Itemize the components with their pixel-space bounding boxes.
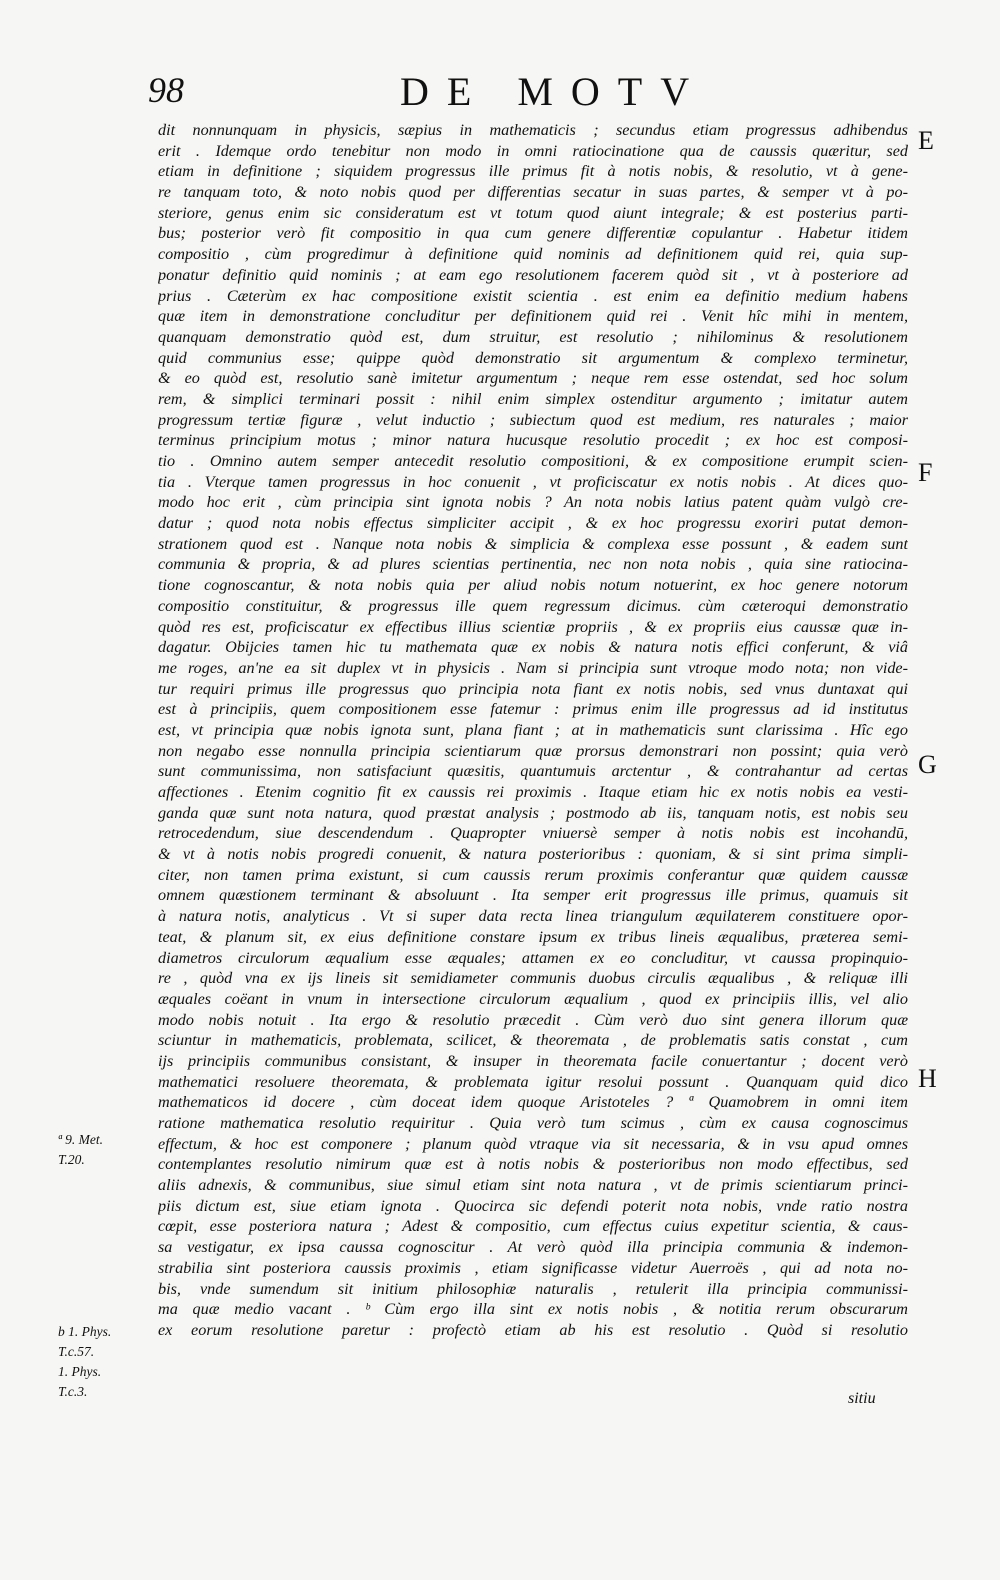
text-line: sa vestigatur, ex ipsa caussa cognoscitur . At verò quòd illa principia communia & indemon-	[158, 1238, 908, 1257]
text-line: bis, vnde sumendum sit initium philosophiæ naturalis , retulerit illa principia communissi-	[158, 1279, 908, 1298]
text-line: datur ; quod nota nobis effectus simpliciter accipit , & ex hoc progressu exoriri putat demon-	[158, 514, 908, 533]
text-line: re tanquam toto, & noto nobis quod per differentias secatur in suas partes, & semper vt à po-	[158, 183, 908, 202]
text-line: & eo quòd est, resolutio sanè imitetur argumentum ; neque rem esse ostendat, sed hoc solum	[158, 369, 908, 388]
text-line: prius . Cæterùm ex hac compositione existit scientia . est enim ea definitio medium habens	[158, 286, 908, 305]
text-line: terminus principium motus ; minor natura hucusque resolutio procedit ; ex hoc est composi-	[158, 431, 908, 450]
side-note-line: b 1. Phys.	[58, 1324, 112, 1339]
text-line: tur requiri primus ille progressus quo principia nota fiant ex notis nobis, sed vnus duntaxat qui	[158, 679, 908, 698]
side-note-b	[58, 1322, 158, 1402]
text-line: ma quæ medio vacant . ᵇ Cùm ergo illa sint ex notis nobis , & notitia rerum obscurarum	[158, 1300, 908, 1319]
text-line: sunt communissima, non satisfaciunt quæsitis, quantumuis arctentur , & contrahantur ad certas	[158, 762, 908, 781]
text-line: mathematici resoluere theoremata, & problemata igitur resolui possunt . Quanquam quid dico	[158, 1072, 908, 1091]
running-title: DE MOTV	[400, 69, 708, 114]
text-line: ponatur definitio quid nominis ; at eam ego resolutionem facerem quòd sit , vt à posteriore ad	[158, 265, 908, 284]
text-line: quanquam demonstratio quòd est, dum struitur, est resolutio ; nihilominus & resolutionem	[158, 327, 908, 346]
text-line: rem, & simplici terminari possit : nihil enim simplex ostenditur argumento ; imitatur autem	[158, 389, 908, 408]
text-line: affectiones . Etenim cognitio fit ex caussis rei proximis . Itaque etiam hic ex notis nobis ea vesti-	[158, 783, 908, 801]
text-line: à natura notis, analyticus . Vt si super data recta linea triangulum æquilaterem constituere opor-	[158, 907, 908, 926]
text-line: strationem quod est . Nanque nota nobis & simplicia & complexa esse possunt , & eadem sunt	[158, 534, 908, 553]
text-line: progressum tertiæ figuræ , velut inductio ; subiectum quod est medium, res naturales ; maior	[158, 410, 908, 429]
side-note-line: ª 9. Met.	[58, 1132, 103, 1147]
side-note-a	[58, 1130, 158, 1170]
text-line: piis dictum est, siue etiam ignota . Quocirca sic defendi poterit nota nobis, vnde ratio nostra	[158, 1196, 908, 1215]
text-line: bus; posterior verò fit compositio in qua cum genere differentiæ copulantur . Habetur itidem	[158, 224, 908, 243]
text-line: aliis adnexis, & communibus, siue simul etiam sint nota natura , vt de primis scientiarum princi-	[158, 1176, 908, 1195]
text-line: teat, & planum sit, ex eius definitione constare ipsum ex tribus lineis æqualibus, præterea semi-	[158, 927, 908, 946]
catchword: sitiu	[848, 1390, 876, 1407]
side-note-line: T.20.	[58, 1152, 85, 1167]
text-line: diametros circulorum æqualium esse æquales; attamen ex eo concluditur, vt caussa propinquio-	[158, 948, 908, 967]
page-number: 98	[148, 70, 184, 110]
text-line: citer, non tamen prima existunt, si cum caussis rerum proximis conferantur quæ quidem caussæ	[158, 865, 908, 884]
text-line: est à principiis, quem compositionem esse fatemur : primus enim ille progressus ad id institutus	[158, 700, 908, 719]
text-line: dit nonnunquam in physicis, sæpius in mathematicis ; secundus etiam progressus adhibendus	[158, 121, 908, 139]
text-line: etiam in definitione ; siquidem progressus ille primus fit à notis nobis, & resolutio, vt à gene-	[158, 162, 908, 181]
text-line: ijs principiis communibus consistant, & insuper in theoremata facile conuertantur ; docent verò	[158, 1051, 908, 1070]
side-note-line: T.c.57.	[58, 1344, 95, 1359]
text-line: re , quòd vna ex ijs lineis sit semidiameter communis duobus circulis æqualibus , & reliquæ illi	[158, 969, 908, 988]
text-line: tione cognoscantur, & nota nobis quia per aliud nobis notum notuerint, ex hoc genere notorum	[158, 576, 908, 595]
text-line: erit . Idemque ordo tenebitur non modo in omni ratiocinatione qua de caussis quæritur, sed	[158, 141, 908, 160]
text-line: steriore, genus enim sic consideratum est vt totum quod aiunt integrale; & est posterius parti-	[158, 203, 908, 222]
body-text	[158, 120, 908, 1341]
text-line: dagatur. Obijcies tamen hic tu mathemata quæ ex nobis & natura notis effici conferunt, & viâ	[158, 638, 908, 657]
text-line: æquales coëant in vnum in intersectione circulorum æqualium , quod ex principiis illis, vel alio	[158, 989, 908, 1008]
text-line: me roges, an'ne ea sit duplex vt in physicis . Nam si principia sunt vtroque modo nota; non vide-	[158, 658, 908, 677]
text-line: quòd res est, proficiscatur ex effectibus illius scientiæ propriis , & ex propriis eius caussæ quæ in-	[158, 617, 908, 636]
text-line: est, vt principia quæ nobis ignota sunt, plana fiant ; at in mathematicis sunt clarissima . Hîc ego	[158, 720, 908, 739]
margin-letter-h: H	[918, 1064, 937, 1093]
text-line: ex eorum resolutione paretur : profectò etiam ab his est resolutio . Quòd si resolutio	[158, 1320, 908, 1339]
text-line: quid communius esse; quippe quòd demonstratio sit argumentum & complexo terminetur,	[158, 348, 908, 367]
text-line: compositio constituitur, & progressus ille quem regressum dicimus. cùm cæteroqui demonstratio	[158, 596, 908, 615]
text-line: communia & propria, & ad plures scientias pertinentia, nec non nota nobis , quia sine ratiocina-	[158, 555, 908, 574]
text-line: retrocedendum, siue descendendum . Quapropter vniuersè semper à notis nobis est incohandū,	[158, 824, 908, 843]
text-line: modo hoc erit , cùm principia sint ignota nobis ? An nota nobis latius patent quàm vulgò cre-	[158, 493, 908, 512]
text-line: tio . Omnino autem semper antecedit resolutio compositioni, & ex compositione erumpit scien-	[158, 452, 908, 470]
text-line: omnem quæstionem terminant & absoluunt . Ita semper erit progressus ille primus, quamuis sit	[158, 886, 908, 905]
text-line: modo nobis notuit . Ita ergo & resolutio præcedit . Cùm verò duo sint genera illorum quæ	[158, 1010, 908, 1029]
text-line: tia . Vterque tamen progressus in hoc conuenit , vt proficiscatur ex notis nobis . At dices quo-	[158, 472, 908, 491]
margin-letter-f: F	[918, 458, 933, 487]
margin-letter-g: G	[918, 750, 937, 779]
text-line: contemplantes resolutio nimirum quæ est à notis nobis & posterioribus non modo effectibus, sed	[158, 1155, 908, 1174]
side-note-line: T.c.3.	[58, 1384, 88, 1399]
margin-letter-e: E	[918, 126, 934, 155]
text-line: quæ item in demonstratione concluditur per definitionem quid rei . Venit hîc mihi in mentem,	[158, 307, 908, 326]
text-line: ganda quæ sunt nota natura, quod præstat analysis ; postmodo ab iis, tanquam notis, est nobis seu	[158, 803, 908, 822]
text-line: compositio , cùm progredimur à definitione quid nominis ad definitionem quid rei, quia sup-	[158, 245, 908, 264]
text-line: cœpit, esse posteriora natura ; Adest & compositio, cum effectus cuius expetitur scientia, & caus-	[158, 1217, 908, 1236]
text-line: & vt à notis nobis progredi conuenit, & natura posterioribus : quoniam, & si sint prima simpli-	[158, 845, 908, 864]
text-line: strabilia sint posteriora caussis proximis , etiam significasse videtur Auerroës , qui ad nota no-	[158, 1258, 908, 1277]
text-line: mathematicos id docere , cùm doceat idem quoque Aristoteles ? ª Quamobrem in omni item	[158, 1093, 908, 1112]
text-line: ratione mathematica resolutio requiritur . Quia verò tum scimus , cùm ex causa cognoscimus	[158, 1114, 908, 1132]
text-line: non negabo esse nonnulla principia scientiarum quæ prorsus demonstrari non possint; quia verò	[158, 741, 908, 760]
side-note-line: 1. Phys.	[58, 1364, 102, 1379]
text-line: effectum, & hoc est componere ; planum quòd vtraque via sit necessaria, & in vsu apud omnes	[158, 1134, 908, 1153]
text-line: sciuntur in mathematicis, problemata, scilicet, & theoremata , de problematis satis constat , cum	[158, 1031, 908, 1050]
